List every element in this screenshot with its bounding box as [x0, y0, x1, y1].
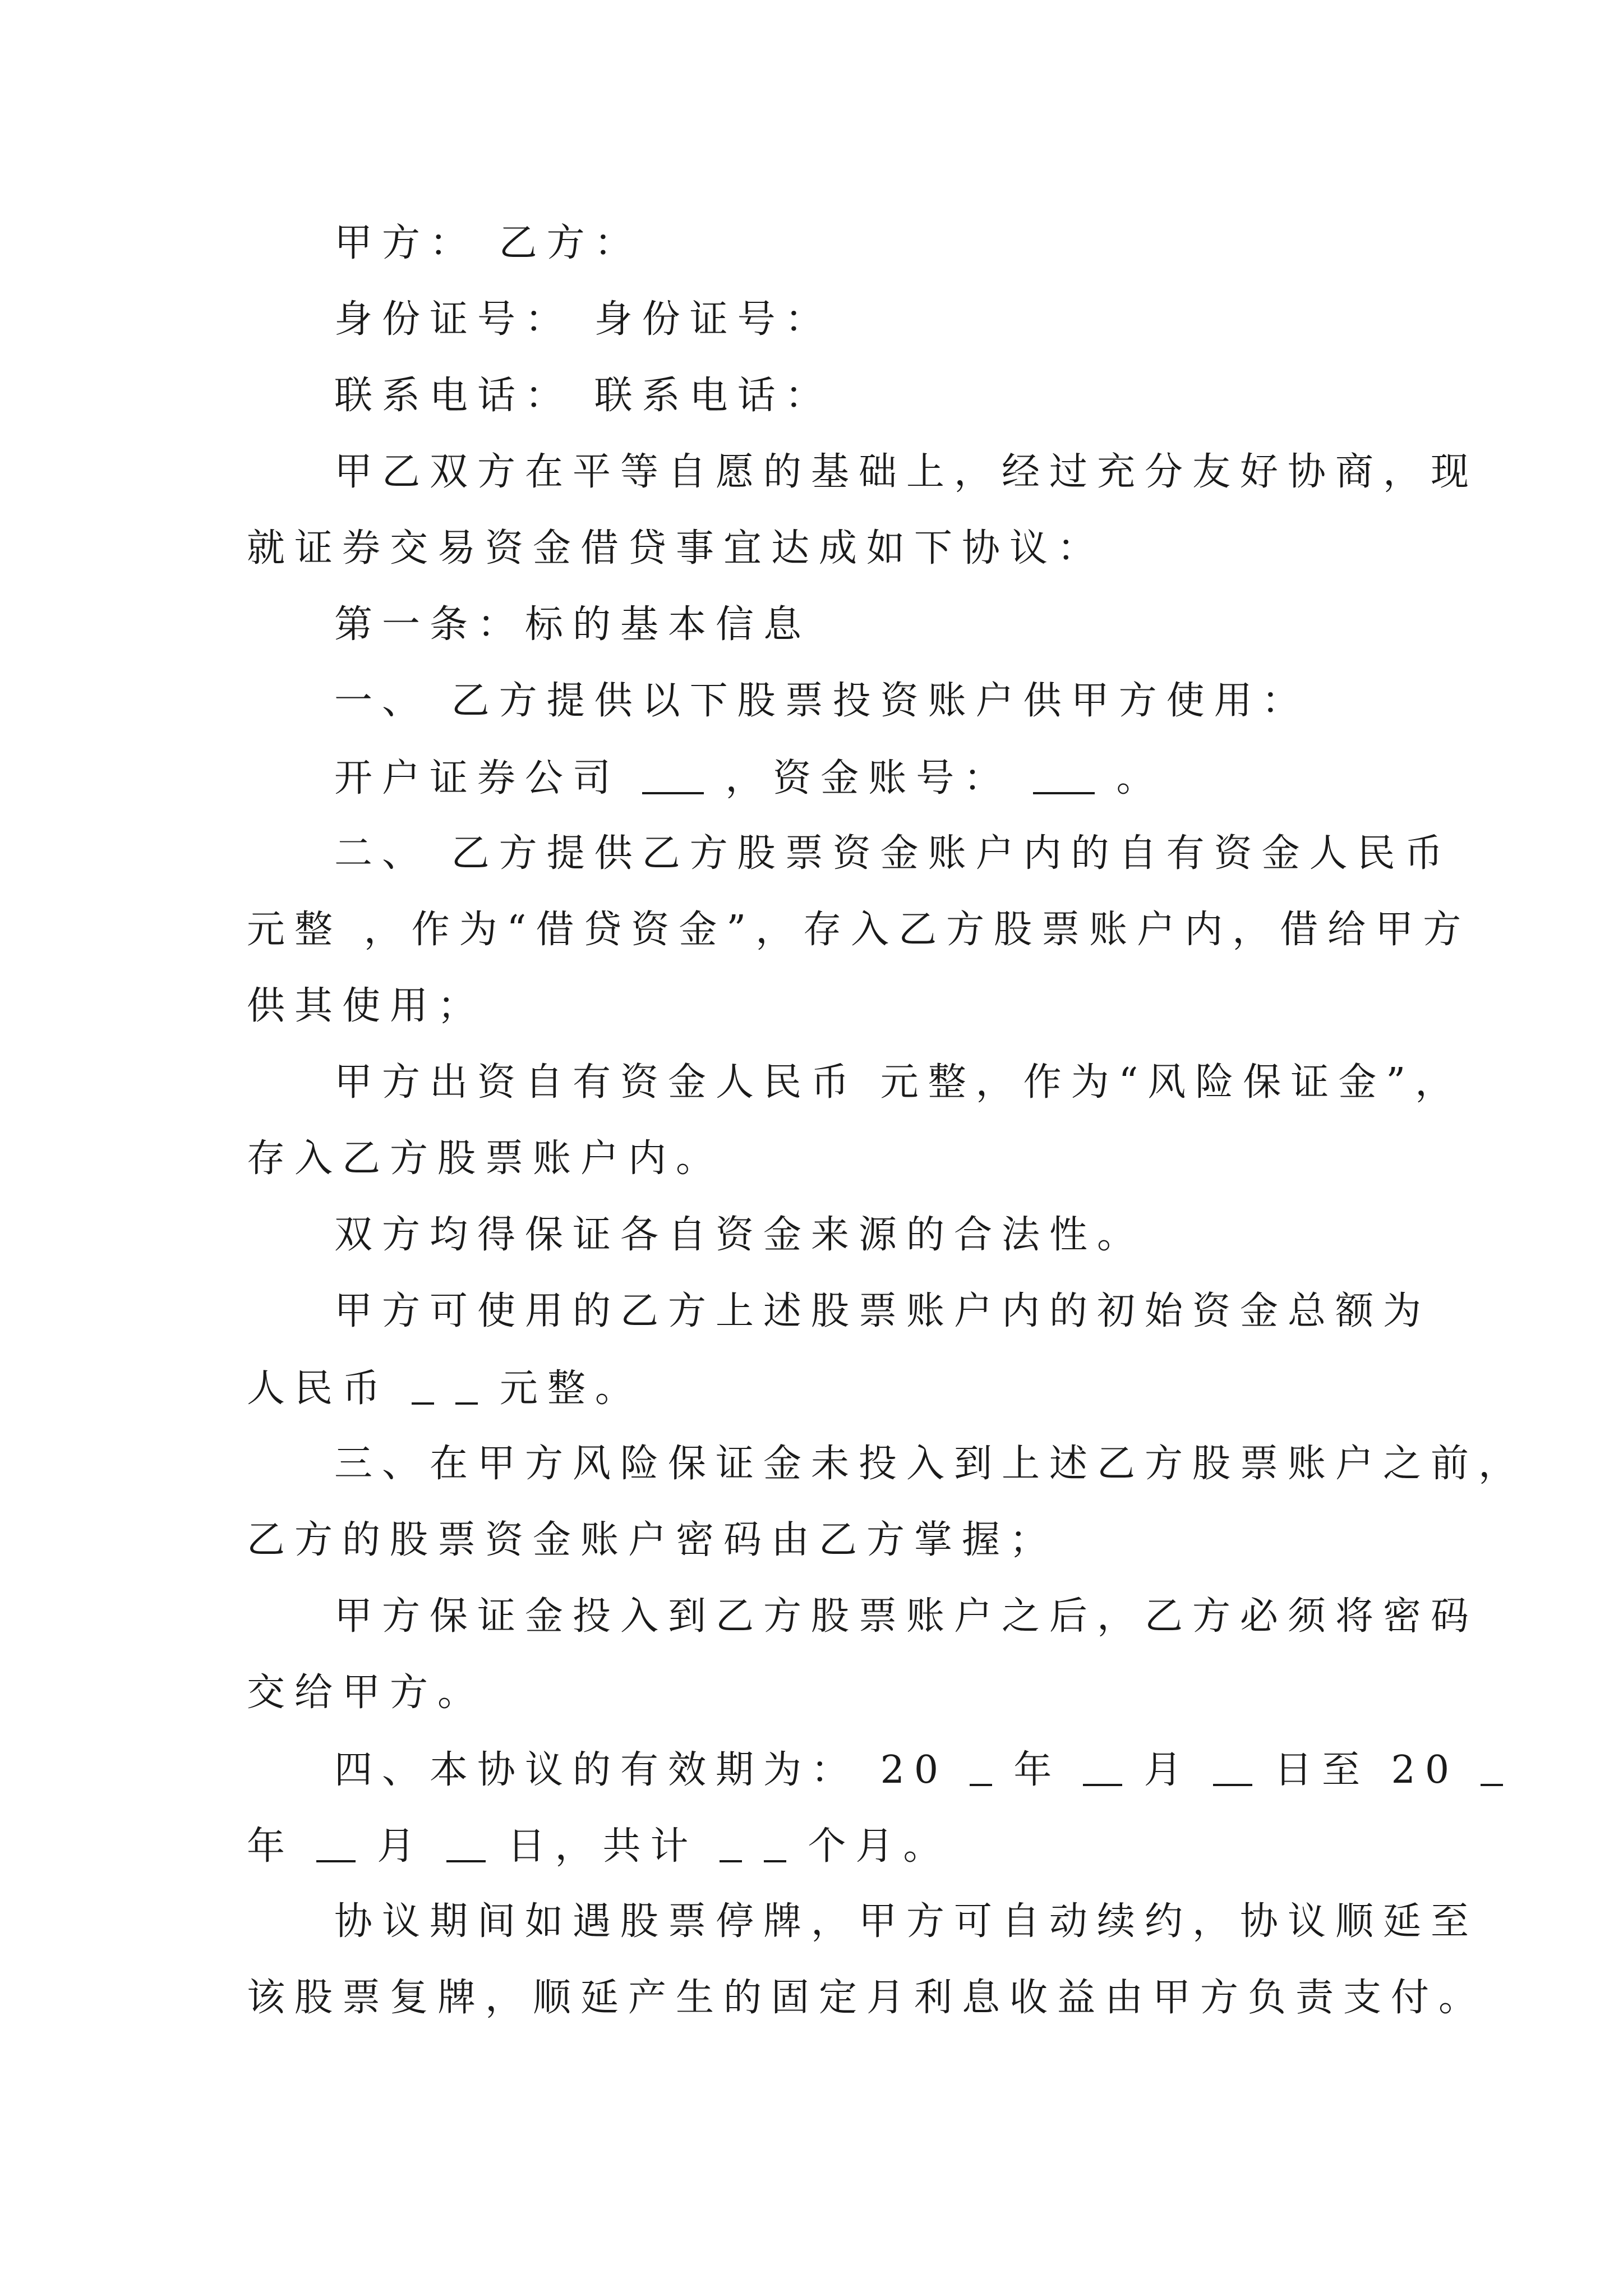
- account-number-label: ，资金账号：: [725, 756, 1012, 800]
- clause-three-line-2: [247, 1518, 1402, 1562]
- party-names-text: 甲方： 乙方：: [334, 221, 642, 265]
- clause-three-text-2: 乙方的股票资金账户密码由乙方掌握；: [247, 1518, 1058, 1562]
- password-line-1: [334, 1594, 1490, 1639]
- total-funds-line-2: [247, 1366, 1402, 1411]
- clause-one-line: [334, 679, 1490, 723]
- clause-two-text-2: 元整 ，作为“借贷资金”，存入乙方股票账户内，借给甲方: [247, 908, 1471, 952]
- months-label: 个月。: [808, 1824, 951, 1869]
- suspension-text-1: 协议期间如遇股票停牌，甲方可自动续约，协议顺延至: [334, 1899, 1479, 1944]
- start-year-label: 年: [1013, 1748, 1062, 1792]
- start-month-blank: [1083, 1750, 1122, 1786]
- preamble-text-1: 甲乙双方在平等自愿的基础上，经过充分友好协商，现: [334, 450, 1479, 494]
- margin-deposit-line-2: [247, 1137, 1402, 1181]
- party-names-line: [334, 221, 1490, 265]
- end-month-blank: [316, 1826, 356, 1862]
- legality-text: 双方均得保证各自资金来源的合法性。: [334, 1213, 1145, 1257]
- margin-deposit-line-1: [334, 1060, 1490, 1105]
- clause-two-text-3: 供其使用；: [247, 984, 486, 1028]
- start-day-blank: [1213, 1750, 1252, 1786]
- end-month-label: 月: [377, 1824, 425, 1869]
- clause-two-line-1: [334, 831, 1490, 876]
- suspension-line-1: [334, 1899, 1490, 1944]
- brokerage-label: 开户证券公司: [334, 756, 621, 800]
- id-number-text: 身份证号： 身份证号：: [334, 297, 833, 342]
- validity-start-year: 四、本协议的有效期为： 20: [334, 1748, 948, 1792]
- phone-line: [334, 374, 1490, 418]
- months-blank-2: [764, 1826, 786, 1862]
- clause-three-line-1: [334, 1442, 1527, 1486]
- validity-line-2: [247, 1824, 1402, 1869]
- clause-two-line-3: [247, 984, 1402, 1028]
- article-one-heading: [334, 602, 1490, 647]
- margin-deposit-text-2: 存入乙方股票账户内。: [247, 1137, 724, 1181]
- total-amount-blank-2: [455, 1369, 478, 1405]
- clause-two-line-2: [247, 908, 1471, 952]
- validity-line-1: [334, 1748, 1490, 1792]
- preamble-line-2: [247, 526, 1402, 570]
- yuan-label: 元整。: [499, 1366, 643, 1411]
- months-blank-1: [720, 1826, 742, 1862]
- total-funds-text-1: 甲方可使用的乙方上述股票账户内的初始资金总额为: [334, 1289, 1431, 1333]
- end-year-prefix: 日至 20: [1274, 1748, 1459, 1792]
- password-text-1: 甲方保证金投入到乙方股票账户之后，乙方必须将密码: [334, 1594, 1479, 1639]
- end-year-blank: [1481, 1750, 1503, 1786]
- rmb-label: 人民币: [247, 1366, 390, 1411]
- total-amount-blank-1: [412, 1369, 434, 1405]
- end-year-label: 年: [247, 1824, 295, 1869]
- total-funds-line-1: [334, 1289, 1490, 1333]
- end-day-label: 日，共计: [507, 1824, 698, 1869]
- preamble-text-2: 就证券交易资金借贷事宜达成如下协议：: [247, 526, 1105, 570]
- password-line-2: [247, 1671, 1402, 1715]
- suspension-text-2: 该股票复牌，顺延产生的固定月利息收益由甲方负责支付。: [247, 1976, 1487, 2020]
- account-number-blank: [1033, 758, 1095, 794]
- suspension-line-2: [247, 1976, 1487, 2020]
- brokerage-blank: [642, 758, 704, 794]
- legality-line: [334, 1213, 1490, 1257]
- start-month-label: 月: [1144, 1748, 1192, 1792]
- end-day-blank: [446, 1826, 486, 1862]
- account-line-end: 。: [1116, 756, 1164, 800]
- clause-two-text-1: 二、 乙方提供乙方股票资金账户内的自有资金人民币: [334, 831, 1453, 876]
- password-text-2: 交给甲方。: [247, 1671, 486, 1715]
- margin-deposit-text-1: 甲方出资自有资金人民币 元整，作为“风险保证金”，: [334, 1060, 1463, 1105]
- start-year-blank: [970, 1750, 992, 1786]
- preamble-line-1: [334, 450, 1490, 494]
- clause-three-text-1: 三、在甲方风险保证金未投入到上述乙方股票账户之前，: [334, 1442, 1527, 1486]
- phone-text: 联系电话： 联系电话：: [334, 374, 833, 418]
- article-one-heading-text: 第一条：标的基本信息: [334, 602, 811, 647]
- id-number-line: [334, 297, 1490, 342]
- account-info-line: [334, 758, 1490, 798]
- clause-one-text: 一、 乙方提供以下股票投资账户供甲方使用：: [334, 679, 1310, 723]
